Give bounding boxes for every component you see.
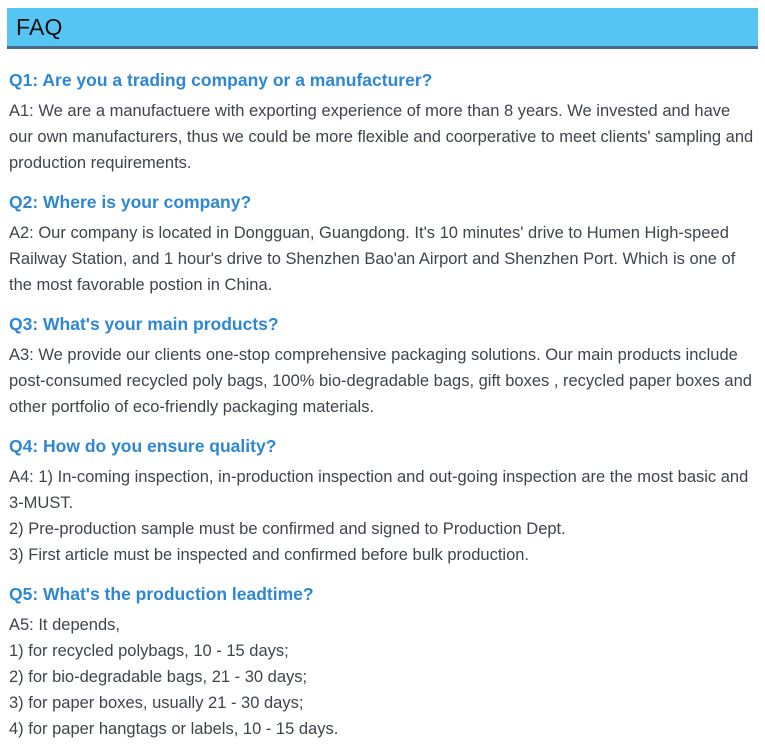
faq-answer [9,342,757,420]
answer-line: 2) Pre-production sample must be confirmed and signed to Production Dept. [9,520,566,538]
answer-line: 3) First article must be inspected and confirmed before bulk production. [9,546,530,564]
faq-item [9,584,757,742]
faq-answer [9,612,757,742]
faq-list [0,49,765,742]
faq-question: Q3: What's your main products? [9,314,279,334]
answer-line: A1: We are a manufactuere with exporting experience of more than 8 years. We invested and have our own manufacturers, thus we could be more flexible and coorperative to meet clients' sampling and production requirements. [9,102,754,172]
faq-item [9,192,757,298]
faq-item [9,314,757,420]
faq-question: Q1: Are you a trading company or a manufacturer? [9,70,433,90]
faq-header [7,8,758,49]
answer-line: A3: We provide our clients one-stop comprehensive packaging solutions. Our main products include post-consumed recycled poly bags, 100% bio-degradable bags, gift boxes , recycled paper boxes and other portfolio of eco-friendly packaging materials. [9,346,752,416]
faq-answer [9,220,757,298]
faq-question: Q4: How do you ensure quality? [9,436,277,456]
faq-answer [9,464,757,568]
faq-item [9,436,757,568]
answer-line: A2: Our company is located in Dongguan, Guangdong. It's 10 minutes' drive to Humen High-speed Railway Station, and 1 hour's drive to Shenzhen Bao'an Airport and Shenzhen Port. Which is one of the most favorable postion in China. [9,224,736,294]
page-title: FAQ [16,13,63,40]
answer-line: A4: 1) In-coming inspection, in-production inspection and out-going inspection are the most basic and 3-MUST. [9,468,749,512]
faq-question: Q2: Where is your company? [9,192,252,212]
answer-line: 4) for paper hangtags or labels, 10 - 15 days. [9,720,339,738]
faq-answer [9,98,757,176]
faq-item [9,70,757,176]
answer-line: 3) for paper boxes, usually 21 - 30 days; [9,694,304,712]
answer-line: 1) for recycled polybags, 10 - 15 days; [9,642,289,660]
answer-line: A5: It depends, [9,616,120,634]
faq-question: Q5: What's the production leadtime? [9,584,314,604]
answer-line: 2) for bio-degradable bags, 21 - 30 days; [9,668,308,686]
